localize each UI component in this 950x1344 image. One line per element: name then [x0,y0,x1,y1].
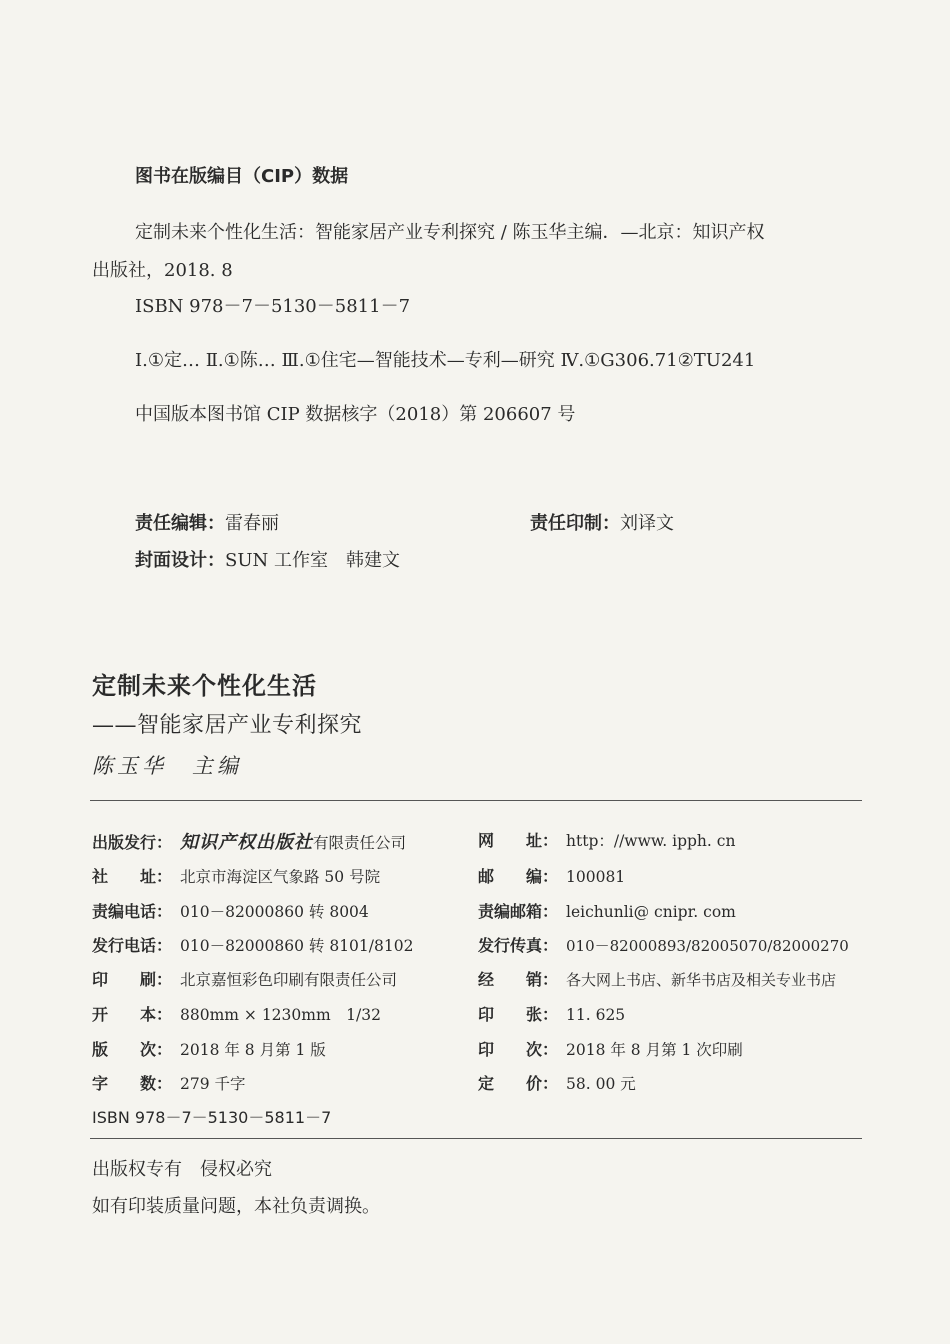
pub-sheets-value: 11. 625 [566,1006,626,1024]
pub-address-label: 社 址： [92,867,173,886]
pub-sales-phone [92,933,413,956]
pub-distributor-label: 经 销： [478,970,559,989]
pub-editor-phone-label: 责编电话： [92,902,173,921]
pub-postcode-label: 邮 编： [478,867,559,886]
pub-edition-label: 版 次： [92,1040,173,1059]
pub-sales-phone-value: 010－82000860 转 8101/8102 [180,937,414,955]
quality-notice: 如有印装质量问题，本社负责调换。 [92,1196,380,1217]
bottom-divider [90,1138,862,1139]
credit-cover [135,546,400,572]
cip-line-2: 出版社，2018. 8 [92,260,233,281]
pub-address-value: 北京市海淀区气象路 50 号院 [180,868,381,886]
pub-distributor [478,967,836,990]
pub-edition-value: 2018 年 8 月第 1 版 [180,1041,326,1059]
pub-distributor-value: 各大网上书店、新华书店及相关专业书店 [566,971,837,989]
pub-printing-value: 2018 年 8 月第 1 次印刷 [566,1041,743,1059]
cip-isbn: ISBN 978－7－5130－5811－7 [135,296,411,317]
pub-publisher-label: 出版发行： [92,833,173,852]
credit-editor-value: 雷春丽 [225,513,279,534]
publisher-logo: 知识产权出版社 [180,832,313,853]
credit-cover-label: 封面设计： [135,550,225,571]
pub-editor-email-label: 责编邮箱： [478,902,559,921]
pub-words-label: 字 数： [92,1074,173,1093]
credit-editor [135,509,279,535]
credit-print [530,509,674,535]
pub-postcode-value: 100081 [566,868,626,886]
pub-price [478,1071,636,1094]
pub-printer-label: 印 刷： [92,970,173,989]
copyright-notice: 出版权专有 侵权必究 [92,1159,272,1180]
pub-price-label: 定 价： [478,1074,559,1093]
pub-editor-email-value: leichunli@ cnipr. com [566,903,736,921]
pub-sales-fax-value: 010－82000893/82005070/82000270 [566,937,849,955]
pub-website-value: http：//www. ipph. cn [566,832,736,850]
pub-editor-phone [92,899,369,922]
pub-publisher-suffix: 有限责任公司 [313,834,407,852]
credit-editor-label: 责任编辑： [135,513,225,534]
pub-format-label: 开 本： [92,1005,173,1024]
book-title: 定制未来个性化生活 [92,672,317,700]
pub-sheets-label: 印 张： [478,1005,559,1024]
pub-words-value: 279 千字 [180,1075,246,1093]
pub-printer [92,967,397,990]
credit-print-value: 刘译文 [620,513,674,534]
pub-format [92,1002,381,1025]
pub-editor-email [478,899,736,922]
pub-words [92,1071,246,1094]
pub-sales-fax-label: 发行传真： [478,936,559,955]
pub-printer-value: 北京嘉恒彩色印刷有限责任公司 [180,971,398,989]
credit-cover-value: SUN 工作室 韩建文 [225,550,400,571]
pub-website [478,828,735,851]
pub-address [92,864,380,887]
pub-sales-phone-label: 发行电话： [92,936,173,955]
pub-postcode [478,864,625,887]
book-subtitle: ——智能家居产业专利探究 [92,713,363,738]
pub-printing-label: 印 次： [478,1040,559,1059]
pub-sheets [478,1002,625,1025]
cip-library-number: 中国版本图书馆 CIP 数据核字（2018）第 206607 号 [135,404,576,425]
pub-editor-phone-value: 010－82000860 转 8004 [180,903,369,921]
cip-classification: Ⅰ.①定… Ⅱ.①陈… Ⅲ.①住宅—智能技术—专利—研究 Ⅳ.①G306.71②TU241 [135,350,756,371]
pub-website-label: 网 址： [478,831,559,850]
pub-price-value: 58. 00 元 [566,1075,636,1093]
cip-heading: 图书在版编目（CIP）数据 [135,166,349,187]
book-editor: 陈玉华 主编 [92,754,242,778]
cip-line-1: 定制未来个性化生活：智能家居产业专利探究 / 陈玉华主编．—北京：知识产权 [135,222,765,243]
credit-print-label: 责任印制： [530,513,620,534]
pub-isbn: ISBN 978－7－5130－5811－7 [92,1108,332,1127]
pub-publisher [92,828,406,854]
pub-sales-fax [478,933,849,956]
pub-edition [92,1037,326,1060]
pub-format-value: 880mm × 1230mm 1/32 [180,1006,381,1024]
top-divider [90,800,862,801]
pub-printing [478,1037,743,1060]
